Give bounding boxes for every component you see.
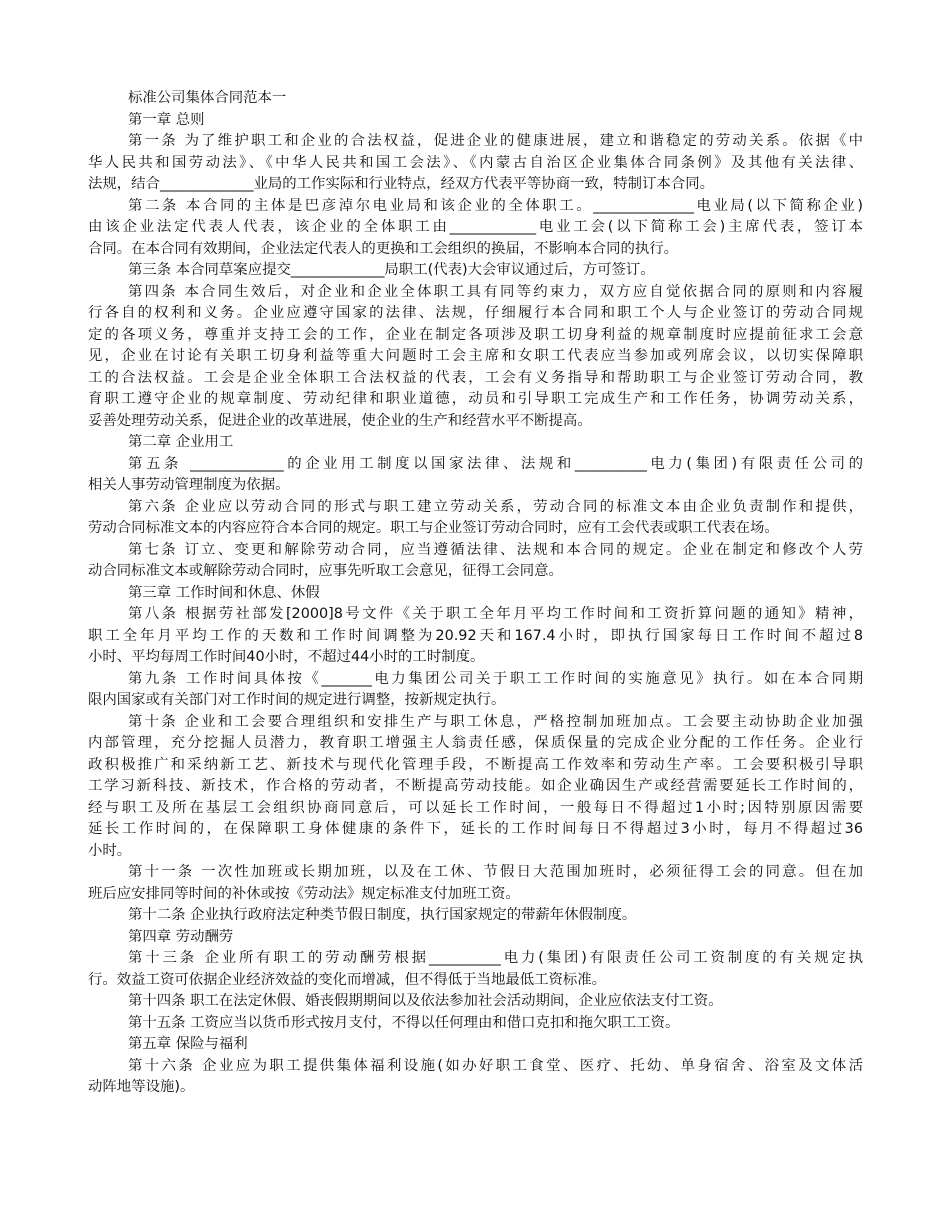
document-line: 见，企业在讨论有关职工切身利益等重大问题时工会主席和女职工代表应当参加或列席会议，以切实保障职 [88, 348, 863, 364]
document-line: 第一章 总则 [128, 111, 205, 128]
document-line: 第十六条 企业应为职工提供集体福利设施(如办好职工食堂、医疗、托幼、单身宿舍、浴室及文体活 [128, 1057, 863, 1074]
document-line: 法规，结合_____________业局的工作实际和行业特点，经双方代表平等协商一致，特制订本合同。 [88, 176, 714, 192]
document-line: 第五条 _____________的企业用工制度以国家法律、法规和__________电力(集团)有限责任公司的 [128, 455, 863, 472]
document-line: 班后应安排同等时间的补休或按《劳动法》规定标准支付加班工资。 [88, 885, 520, 902]
document-line: 育职工遵守企业的规章制度、劳动纪律和职业道德，动员和引导职工完成生产和工作任务，协调劳动关系， [88, 391, 863, 407]
document-line: 第一条 为了维护职工和企业的合法权益，促进企业的健康进展，建立和谐稳定的劳动关系。依据《中 [128, 133, 863, 149]
document-line: 第九条 工作时间具体按《_______电力集团公司关于职工工作时间的实施意见》执行。如在本合同期 [128, 670, 863, 687]
document-line: 第十五条 工资应当以货币形式按月支付，不得以任何理由和借口克扣和拖欠职工工资。 [128, 1014, 680, 1031]
document-line: 延长工作时间的，在保障职工身体健康的条件下，延长的工作时间每日不得超过3小时，每月不得超过36 [88, 821, 863, 837]
document-line: 第四条 本合同生效后，对企业和企业全体职工具有同等约束力，双方应自觉依据合同的原则和内容履 [128, 283, 863, 300]
document-line: 妥善处理劳动关系，促进企业的改革进展，使企业的生产和经营水平不断提高。 [88, 412, 592, 429]
document-line: 由该企业法定代表人代表，该企业的全体职工由____________电业工会(以下简称工会)主席代表，签订本 [88, 219, 863, 235]
document-line: 行。效益工资可依据企业经济效益的变化而增减，但不得低于当地最低工资标准。 [88, 971, 607, 988]
document-line: 相关人事劳动管理制度为依据。 [88, 477, 290, 493]
document-line: 第七条 订立、变更和解除劳动合同，应当遵循法律、法规和本合同的规定。企业在制定和修改个人劳 [128, 541, 863, 558]
document-line: 第五章 保险与福利 [128, 1036, 248, 1052]
document-line: 合同。在本合同有效期间，企业法定代表人的更换和工会组织的换届，不影响本合同的执行。 [88, 240, 679, 257]
document-line: 第十二条 企业执行政府法定种类节假日制度，执行国家规定的带薪年休假制度。 [128, 907, 637, 923]
document-line: 内部管理，充分挖掘人员潜力，教育职工增强主人翁责任感，保质保量的完成企业分配的工作任务。企业行 [88, 735, 863, 751]
document-line: 定的各项义务，尊重并支持工会的工作，企业在制定各项涉及职工切身利益的规章制度时应提前征求工会意 [88, 326, 863, 343]
document-line: 动合同标准文本或解除劳动合同时，应事先听取工会意见，征得工会同意。 [88, 563, 563, 579]
document-line: 标准公司集体合同范本一 [128, 90, 287, 106]
document-line: 第二条 本合同的主体是巴彦淖尔电业局和该企业的全体职工。______________电业局(以下简称企业) [128, 197, 863, 214]
document-line: 第十四条 职工在法定休假、婚丧假期期间以及依法参加社会活动期间，企业应依法支付工资。 [128, 993, 723, 1009]
document-line: 第四章 劳动酬劳 [128, 928, 234, 945]
document-line: 第六条 企业应以劳动合同的形式与职工建立劳动关系，劳动合同的标准文本由企业负责制作和提供， [128, 498, 863, 515]
document-line: 小时。 [88, 842, 132, 859]
document-line: 限内国家或有关部门对工作时间的规定进行调整，按新规定执行。 [88, 692, 506, 708]
document-line: 工学习新科技、新技术，作合格的劳动者，不断提高劳动技能。如企业确因生产或经营需要延长工作时间的， [88, 778, 863, 794]
document-line: 第十三条 企业所有职工的劳动酬劳根据__________电力(集团)有限责任公司工资制度的有关规定执 [128, 950, 863, 966]
document-line: 动阵地等设施)。 [88, 1079, 195, 1095]
document-body [88, 88, 863, 1099]
document-line: 小时、平均每周工作时间40小时，不超过44小时的工时制度。 [88, 649, 485, 665]
document-line: 工的合法权益。工会是企业全体职工合法权益的代表，工会有义务指导和帮助职工与企业签订劳动合同，教 [88, 369, 863, 386]
document-line: 行各自的权利和义务。企业应遵守国家的法律、法规，仔细履行本合同和职工个人与企业签订的劳动合同规 [88, 305, 863, 321]
document-line: 劳动合同标准文本的内容应符合本合同的规定。职工与企业签订劳动合同时，应有工会代表或职工代表在场。 [88, 520, 779, 536]
document-line: 华人民共和国劳动法》、《中华人民共和国工会法》、《内蒙古自治区企业集体合同条例》及其他有关法律、 [88, 154, 863, 171]
document-line: 职工全年月平均工作的天数和工作时间调整为20.92天和167.4小时，即执行国家每日工作时间不超过8 [88, 627, 863, 644]
document-line: 第三章 工作时间和休息、休假 [128, 584, 320, 601]
document-line: 政积极推广和采纳新工艺、新技术与现代化管理手段，不断提高工作效率和劳动生产率。工会要积极引导职 [88, 756, 863, 773]
document-line: 第八条 根据劳社部发[2000]8号文件《关于职工全年月平均工作时间和工资折算问题的通知》精神， [128, 606, 863, 622]
document-line: 第三条 本合同草案应提交_____________局职工(代表)大会审议通过后，方可签订。 [128, 262, 655, 278]
document-line: 第十条 企业和工会要合理组织和安排生产与职工休息，严格控制加班加点。工会要主动协助企业加强 [128, 713, 863, 730]
document-line: 第十一条 一次性加班或长期加班，以及在工休、节假日大范围加班时，必须征得工会的同意。但在加 [128, 864, 863, 880]
document-line: 第二章 企业用工 [128, 434, 234, 450]
document-line: 经与职工及所在基层工会组织协商同意后，可以延长工作时间，一般每日不得超过1小时;因特别原因需要 [88, 799, 863, 816]
